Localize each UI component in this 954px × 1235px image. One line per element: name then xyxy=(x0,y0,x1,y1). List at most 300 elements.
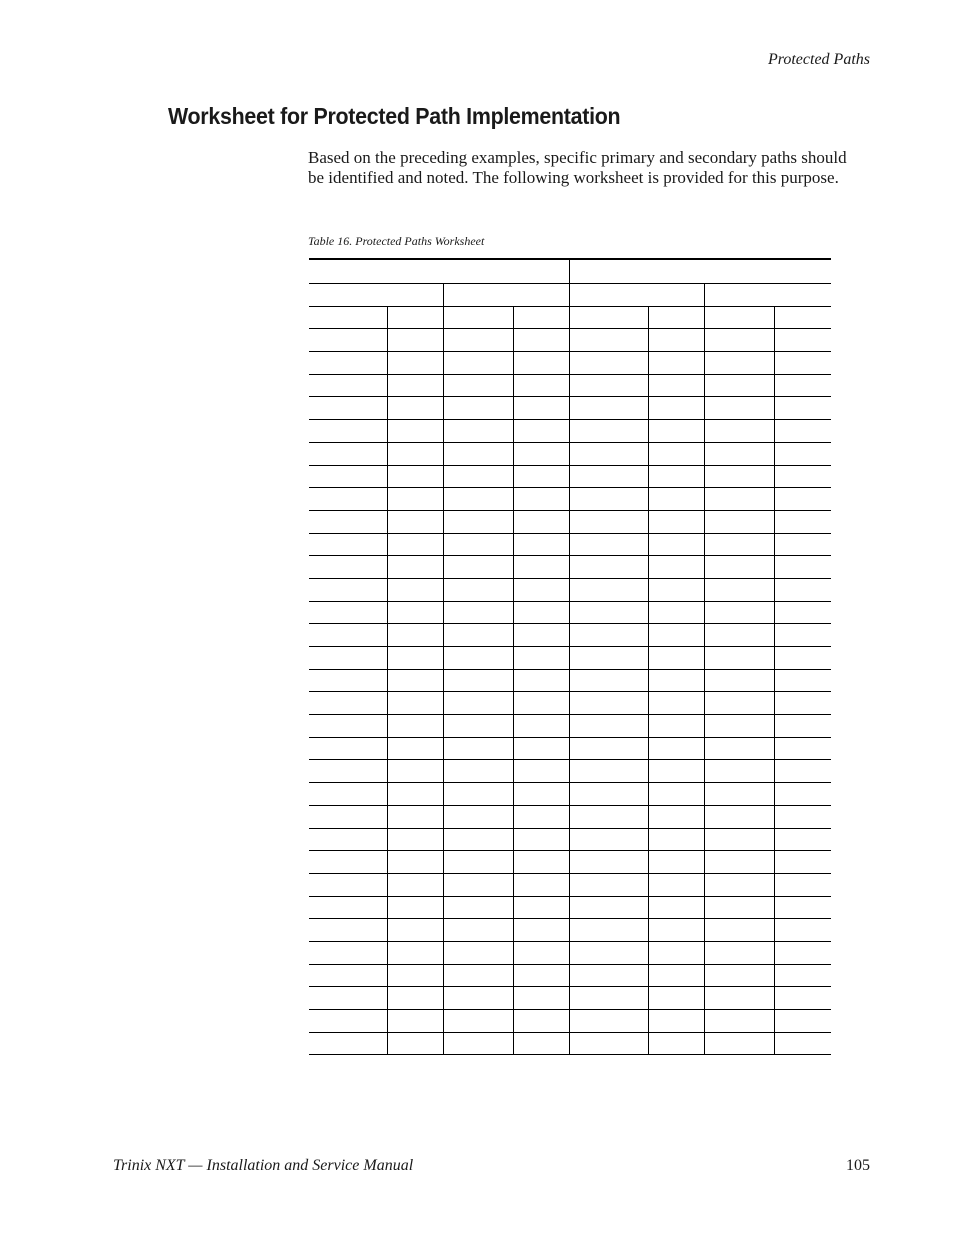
table-row xyxy=(309,851,831,874)
worksheet-cell[interactable] xyxy=(569,828,648,851)
worksheet-cell[interactable] xyxy=(513,692,569,715)
worksheet-cell[interactable] xyxy=(387,1010,443,1033)
worksheet-cell[interactable] xyxy=(387,465,443,488)
worksheet-cell[interactable] xyxy=(704,306,774,329)
worksheet-cell[interactable] xyxy=(704,964,774,987)
worksheet-cell[interactable] xyxy=(387,374,443,397)
worksheet-cell[interactable] xyxy=(774,352,831,375)
worksheet-cell[interactable] xyxy=(443,805,513,828)
worksheet-cell[interactable] xyxy=(774,533,831,556)
worksheet-cell[interactable] xyxy=(648,1010,704,1033)
worksheet-cell[interactable] xyxy=(569,352,648,375)
worksheet-cell[interactable] xyxy=(513,624,569,647)
worksheet-cell[interactable] xyxy=(648,601,704,624)
worksheet-cell[interactable] xyxy=(387,805,443,828)
worksheet-cell[interactable] xyxy=(443,374,513,397)
worksheet-cell[interactable] xyxy=(513,783,569,806)
worksheet-cell[interactable] xyxy=(569,669,648,692)
worksheet-cell[interactable] xyxy=(513,987,569,1010)
worksheet-cell[interactable] xyxy=(569,624,648,647)
table-row xyxy=(309,783,831,806)
worksheet-cell[interactable] xyxy=(443,533,513,556)
worksheet-cell[interactable] xyxy=(569,715,648,738)
worksheet-cell[interactable] xyxy=(443,510,513,533)
table-row xyxy=(309,374,831,397)
table-row xyxy=(309,760,831,783)
worksheet-cell[interactable] xyxy=(704,533,774,556)
worksheet-cell[interactable] xyxy=(704,329,774,352)
worksheet-cell[interactable] xyxy=(309,1010,387,1033)
worksheet-cell[interactable] xyxy=(387,919,443,942)
worksheet-cell[interactable] xyxy=(387,601,443,624)
table-row xyxy=(309,647,831,670)
worksheet-cell[interactable] xyxy=(774,442,831,465)
worksheet-cell[interactable] xyxy=(309,783,387,806)
table-row xyxy=(309,919,831,942)
worksheet-cell[interactable] xyxy=(309,692,387,715)
worksheet-cell[interactable] xyxy=(704,397,774,420)
worksheet-cell[interactable] xyxy=(387,964,443,987)
worksheet-cell[interactable] xyxy=(704,715,774,738)
worksheet-cell[interactable] xyxy=(443,964,513,987)
worksheet-cell[interactable] xyxy=(704,624,774,647)
worksheet-cell[interactable] xyxy=(774,715,831,738)
worksheet-cell[interactable] xyxy=(774,941,831,964)
worksheet-cell[interactable] xyxy=(774,374,831,397)
worksheet-cell[interactable] xyxy=(774,306,831,329)
header-cell[interactable] xyxy=(569,259,831,284)
table-row xyxy=(309,873,831,896)
worksheet-cell[interactable] xyxy=(443,896,513,919)
worksheet-cell[interactable] xyxy=(513,964,569,987)
worksheet-cell[interactable] xyxy=(387,692,443,715)
worksheet-cell[interactable] xyxy=(513,647,569,670)
worksheet-cell[interactable] xyxy=(443,465,513,488)
worksheet-cell[interactable] xyxy=(569,783,648,806)
worksheet-cell[interactable] xyxy=(704,987,774,1010)
worksheet-cell[interactable] xyxy=(309,805,387,828)
worksheet-cell[interactable] xyxy=(648,964,704,987)
worksheet-cell[interactable] xyxy=(309,352,387,375)
worksheet-cell[interactable] xyxy=(309,601,387,624)
worksheet-cell[interactable] xyxy=(387,987,443,1010)
worksheet-cell[interactable] xyxy=(387,578,443,601)
worksheet-cell[interactable] xyxy=(704,352,774,375)
worksheet-cell[interactable] xyxy=(648,306,704,329)
worksheet-cell[interactable] xyxy=(569,488,648,511)
worksheet-cell[interactable] xyxy=(569,374,648,397)
worksheet-cell[interactable] xyxy=(704,578,774,601)
worksheet-cell[interactable] xyxy=(387,669,443,692)
worksheet-cell[interactable] xyxy=(309,760,387,783)
worksheet-cell[interactable] xyxy=(387,896,443,919)
table-row xyxy=(309,533,831,556)
worksheet-cell[interactable] xyxy=(774,783,831,806)
worksheet-cell[interactable] xyxy=(774,896,831,919)
worksheet-cell[interactable] xyxy=(513,1010,569,1033)
worksheet-cell[interactable] xyxy=(309,624,387,647)
worksheet-cell[interactable] xyxy=(443,352,513,375)
worksheet-cell[interactable] xyxy=(513,352,569,375)
worksheet-cell[interactable] xyxy=(774,669,831,692)
worksheet-cell[interactable] xyxy=(569,397,648,420)
worksheet-cell[interactable] xyxy=(648,828,704,851)
worksheet-cell[interactable] xyxy=(443,488,513,511)
worksheet-cell[interactable] xyxy=(648,465,704,488)
table-row xyxy=(309,510,831,533)
worksheet-cell[interactable] xyxy=(309,397,387,420)
table-row xyxy=(309,692,831,715)
worksheet-cell[interactable] xyxy=(387,556,443,579)
worksheet-cell[interactable] xyxy=(513,556,569,579)
worksheet-cell[interactable] xyxy=(387,442,443,465)
worksheet-cell[interactable] xyxy=(513,737,569,760)
worksheet-cell[interactable] xyxy=(513,919,569,942)
running-head: Protected Paths xyxy=(767,51,870,68)
worksheet-cell[interactable] xyxy=(774,510,831,533)
worksheet-cell[interactable] xyxy=(443,692,513,715)
table-row xyxy=(309,828,831,851)
worksheet-cell[interactable] xyxy=(648,329,704,352)
worksheet-cell[interactable] xyxy=(569,420,648,443)
worksheet-cell[interactable] xyxy=(513,941,569,964)
worksheet-cell[interactable] xyxy=(513,760,569,783)
worksheet-cell[interactable] xyxy=(704,1010,774,1033)
worksheet-cell[interactable] xyxy=(704,442,774,465)
worksheet-cell[interactable] xyxy=(774,737,831,760)
header-cell[interactable] xyxy=(309,284,443,307)
worksheet-cell[interactable] xyxy=(648,647,704,670)
worksheet-cell[interactable] xyxy=(309,737,387,760)
worksheet-cell[interactable] xyxy=(648,533,704,556)
worksheet-cell[interactable] xyxy=(387,715,443,738)
worksheet-cell[interactable] xyxy=(513,374,569,397)
worksheet-cell[interactable] xyxy=(648,669,704,692)
worksheet-cell[interactable] xyxy=(648,941,704,964)
worksheet-cell[interactable] xyxy=(704,873,774,896)
worksheet-cell[interactable] xyxy=(704,1032,774,1055)
protected-paths-worksheet xyxy=(309,258,831,1055)
worksheet-cell[interactable] xyxy=(309,578,387,601)
worksheet-cell[interactable] xyxy=(774,397,831,420)
worksheet-cell[interactable] xyxy=(648,783,704,806)
worksheet-cell[interactable] xyxy=(704,510,774,533)
worksheet-cell[interactable] xyxy=(387,760,443,783)
worksheet-cell[interactable] xyxy=(513,896,569,919)
worksheet-cell[interactable] xyxy=(648,374,704,397)
worksheet-cell[interactable] xyxy=(704,760,774,783)
worksheet-cell[interactable] xyxy=(774,556,831,579)
worksheet-cell[interactable] xyxy=(443,715,513,738)
table-row xyxy=(309,624,831,647)
worksheet-cell[interactable] xyxy=(387,352,443,375)
worksheet-cell[interactable] xyxy=(774,1010,831,1033)
worksheet-cell[interactable] xyxy=(774,578,831,601)
table-row xyxy=(309,715,831,738)
worksheet-cell[interactable] xyxy=(648,352,704,375)
worksheet-cell[interactable] xyxy=(569,760,648,783)
table-row xyxy=(309,987,831,1010)
worksheet-cell[interactable] xyxy=(309,533,387,556)
worksheet-cell[interactable] xyxy=(387,397,443,420)
page-number: 105 xyxy=(846,1157,870,1174)
worksheet-cell[interactable] xyxy=(648,420,704,443)
worksheet-cell[interactable] xyxy=(309,941,387,964)
worksheet-cell[interactable] xyxy=(774,692,831,715)
table-row xyxy=(309,306,831,329)
worksheet-cell[interactable] xyxy=(387,851,443,874)
worksheet-cell[interactable] xyxy=(648,805,704,828)
worksheet-cell[interactable] xyxy=(774,964,831,987)
table-row xyxy=(309,964,831,987)
worksheet-cell[interactable] xyxy=(648,1032,704,1055)
worksheet-cell[interactable] xyxy=(443,851,513,874)
worksheet-cell[interactable] xyxy=(704,601,774,624)
worksheet-cell[interactable] xyxy=(309,420,387,443)
worksheet-cell[interactable] xyxy=(704,420,774,443)
worksheet-cell[interactable] xyxy=(704,488,774,511)
worksheet-cell[interactable] xyxy=(309,488,387,511)
worksheet-cell[interactable] xyxy=(648,624,704,647)
worksheet-cell[interactable] xyxy=(443,420,513,443)
worksheet-cell[interactable] xyxy=(309,873,387,896)
worksheet-cell[interactable] xyxy=(569,578,648,601)
table-header-subgroup-row xyxy=(309,284,831,307)
worksheet-cell[interactable] xyxy=(569,896,648,919)
worksheet-cell[interactable] xyxy=(309,329,387,352)
worksheet-cell[interactable] xyxy=(704,828,774,851)
worksheet-cell[interactable] xyxy=(387,647,443,670)
worksheet-cell[interactable] xyxy=(704,941,774,964)
worksheet-cell[interactable] xyxy=(648,919,704,942)
worksheet-cell[interactable] xyxy=(443,601,513,624)
worksheet-cell[interactable] xyxy=(648,556,704,579)
worksheet-cell[interactable] xyxy=(704,556,774,579)
worksheet-cell[interactable] xyxy=(309,715,387,738)
worksheet-cell[interactable] xyxy=(569,737,648,760)
worksheet-cell[interactable] xyxy=(774,420,831,443)
worksheet-cell[interactable] xyxy=(569,1010,648,1033)
worksheet-cell[interactable] xyxy=(443,987,513,1010)
worksheet-cell[interactable] xyxy=(569,647,648,670)
worksheet-cell[interactable] xyxy=(309,896,387,919)
header-cell[interactable] xyxy=(704,284,831,307)
worksheet-cell[interactable] xyxy=(569,851,648,874)
worksheet-cell[interactable] xyxy=(774,465,831,488)
worksheet-cell[interactable] xyxy=(648,692,704,715)
worksheet-cell[interactable] xyxy=(309,465,387,488)
worksheet-cell[interactable] xyxy=(387,306,443,329)
worksheet-cell[interactable] xyxy=(704,919,774,942)
worksheet-cell[interactable] xyxy=(387,488,443,511)
worksheet-cell[interactable] xyxy=(309,647,387,670)
worksheet-cell[interactable] xyxy=(309,964,387,987)
worksheet-cell[interactable] xyxy=(648,851,704,874)
worksheet-cell[interactable] xyxy=(387,533,443,556)
worksheet-cell[interactable] xyxy=(309,851,387,874)
worksheet-cell[interactable] xyxy=(569,329,648,352)
worksheet-cell[interactable] xyxy=(513,715,569,738)
worksheet-cell[interactable] xyxy=(387,420,443,443)
worksheet-cell[interactable] xyxy=(569,805,648,828)
worksheet-cell[interactable] xyxy=(309,556,387,579)
worksheet-cell[interactable] xyxy=(443,1010,513,1033)
worksheet-cell[interactable] xyxy=(443,941,513,964)
worksheet-cell[interactable] xyxy=(513,873,569,896)
worksheet-cell[interactable] xyxy=(387,873,443,896)
worksheet-cell[interactable] xyxy=(443,828,513,851)
worksheet-cell[interactable] xyxy=(774,805,831,828)
worksheet-cell[interactable] xyxy=(513,488,569,511)
worksheet-cell[interactable] xyxy=(513,420,569,443)
worksheet-cell[interactable] xyxy=(648,442,704,465)
worksheet-cell[interactable] xyxy=(704,374,774,397)
worksheet-cell[interactable] xyxy=(387,510,443,533)
worksheet-cell[interactable] xyxy=(648,510,704,533)
worksheet-cell[interactable] xyxy=(704,851,774,874)
worksheet-cell[interactable] xyxy=(309,510,387,533)
worksheet-cell[interactable] xyxy=(513,442,569,465)
worksheet-cell[interactable] xyxy=(513,465,569,488)
worksheet-cell[interactable] xyxy=(513,510,569,533)
worksheet-cell[interactable] xyxy=(648,488,704,511)
worksheet-cell[interactable] xyxy=(513,601,569,624)
worksheet-cell[interactable] xyxy=(648,873,704,896)
worksheet-cell[interactable] xyxy=(704,783,774,806)
worksheet-cell[interactable] xyxy=(309,987,387,1010)
worksheet-cell[interactable] xyxy=(513,805,569,828)
table-row xyxy=(309,488,831,511)
worksheet-cell[interactable] xyxy=(513,397,569,420)
worksheet-cell[interactable] xyxy=(443,306,513,329)
worksheet-cell[interactable] xyxy=(513,578,569,601)
worksheet-cell[interactable] xyxy=(309,374,387,397)
worksheet-cell[interactable] xyxy=(513,851,569,874)
worksheet-cell[interactable] xyxy=(648,397,704,420)
worksheet-cell[interactable] xyxy=(774,647,831,670)
worksheet-cell[interactable] xyxy=(774,828,831,851)
worksheet-cell[interactable] xyxy=(569,941,648,964)
worksheet-cell[interactable] xyxy=(443,397,513,420)
worksheet-cell[interactable] xyxy=(387,941,443,964)
worksheet-cell[interactable] xyxy=(513,669,569,692)
worksheet-cell[interactable] xyxy=(309,919,387,942)
worksheet-cell[interactable] xyxy=(569,465,648,488)
worksheet-cell[interactable] xyxy=(513,828,569,851)
worksheet-cell[interactable] xyxy=(513,329,569,352)
worksheet-cell[interactable] xyxy=(309,1032,387,1055)
worksheet-cell[interactable] xyxy=(704,669,774,692)
worksheet-cell[interactable] xyxy=(309,306,387,329)
worksheet-cell[interactable] xyxy=(387,783,443,806)
worksheet-cell[interactable] xyxy=(774,624,831,647)
worksheet-cell[interactable] xyxy=(569,873,648,896)
worksheet-cell[interactable] xyxy=(569,1032,648,1055)
worksheet-cell[interactable] xyxy=(648,896,704,919)
worksheet-cell[interactable] xyxy=(774,329,831,352)
worksheet-cell[interactable] xyxy=(309,828,387,851)
worksheet-cell[interactable] xyxy=(513,1032,569,1055)
worksheet-cell[interactable] xyxy=(443,1032,513,1055)
worksheet-cell[interactable] xyxy=(569,987,648,1010)
worksheet-cell[interactable] xyxy=(443,624,513,647)
worksheet-cell[interactable] xyxy=(774,760,831,783)
footer-manual-title: Trinix NXT — Installation and Service Manual xyxy=(113,1157,414,1174)
worksheet-cell[interactable] xyxy=(774,873,831,896)
table-row xyxy=(309,465,831,488)
worksheet-cell[interactable] xyxy=(387,737,443,760)
worksheet-cell[interactable] xyxy=(443,578,513,601)
worksheet-cell[interactable] xyxy=(774,1032,831,1055)
table-row xyxy=(309,578,831,601)
worksheet-cell[interactable] xyxy=(648,987,704,1010)
worksheet-cell[interactable] xyxy=(443,669,513,692)
worksheet-cell[interactable] xyxy=(774,987,831,1010)
worksheet-cell[interactable] xyxy=(387,828,443,851)
worksheet-cell[interactable] xyxy=(704,737,774,760)
worksheet-cell[interactable] xyxy=(774,601,831,624)
worksheet-cell[interactable] xyxy=(569,442,648,465)
section-title: Worksheet for Protected Path Implementation xyxy=(168,103,621,129)
header-cell[interactable] xyxy=(569,284,704,307)
table-row xyxy=(309,420,831,443)
worksheet-cell[interactable] xyxy=(443,556,513,579)
worksheet-cell[interactable] xyxy=(774,488,831,511)
worksheet-cell[interactable] xyxy=(387,1032,443,1055)
worksheet-cell[interactable] xyxy=(569,533,648,556)
worksheet-cell[interactable] xyxy=(569,919,648,942)
worksheet-cell[interactable] xyxy=(443,873,513,896)
worksheet-cell[interactable] xyxy=(704,805,774,828)
worksheet-cell[interactable] xyxy=(704,896,774,919)
worksheet-cell[interactable] xyxy=(443,329,513,352)
worksheet-cell[interactable] xyxy=(569,692,648,715)
worksheet-cell[interactable] xyxy=(443,442,513,465)
worksheet-cell[interactable] xyxy=(704,647,774,670)
worksheet-cell[interactable] xyxy=(443,783,513,806)
worksheet-cell[interactable] xyxy=(309,442,387,465)
worksheet-cell[interactable] xyxy=(569,510,648,533)
worksheet-cell[interactable] xyxy=(387,624,443,647)
worksheet-cell[interactable] xyxy=(443,737,513,760)
worksheet-cell[interactable] xyxy=(569,556,648,579)
worksheet-cell[interactable] xyxy=(648,578,704,601)
worksheet-cell[interactable] xyxy=(774,851,831,874)
worksheet-cell[interactable] xyxy=(648,760,704,783)
intro-paragraph: Based on the preceding examples, specific primary and secondary paths should be identified and noted. The following worksheet is provided for this purpose. xyxy=(308,148,847,187)
worksheet-cell[interactable] xyxy=(774,919,831,942)
worksheet-cell[interactable] xyxy=(387,329,443,352)
worksheet-cell[interactable] xyxy=(569,601,648,624)
table-row xyxy=(309,397,831,420)
worksheet-cell[interactable] xyxy=(443,919,513,942)
worksheet-cell[interactable] xyxy=(648,715,704,738)
worksheet-cell[interactable] xyxy=(309,669,387,692)
table-row xyxy=(309,601,831,624)
worksheet-cell[interactable] xyxy=(569,306,648,329)
worksheet-cell[interactable] xyxy=(513,533,569,556)
header-cell[interactable] xyxy=(309,259,569,284)
table-row xyxy=(309,352,831,375)
worksheet-cell[interactable] xyxy=(443,760,513,783)
header-cell[interactable] xyxy=(443,284,569,307)
worksheet-cell[interactable] xyxy=(648,737,704,760)
worksheet-cell[interactable] xyxy=(704,692,774,715)
worksheet-cell[interactable] xyxy=(513,306,569,329)
worksheet-cell[interactable] xyxy=(443,647,513,670)
worksheet-cell[interactable] xyxy=(569,964,648,987)
worksheet-cell[interactable] xyxy=(704,465,774,488)
